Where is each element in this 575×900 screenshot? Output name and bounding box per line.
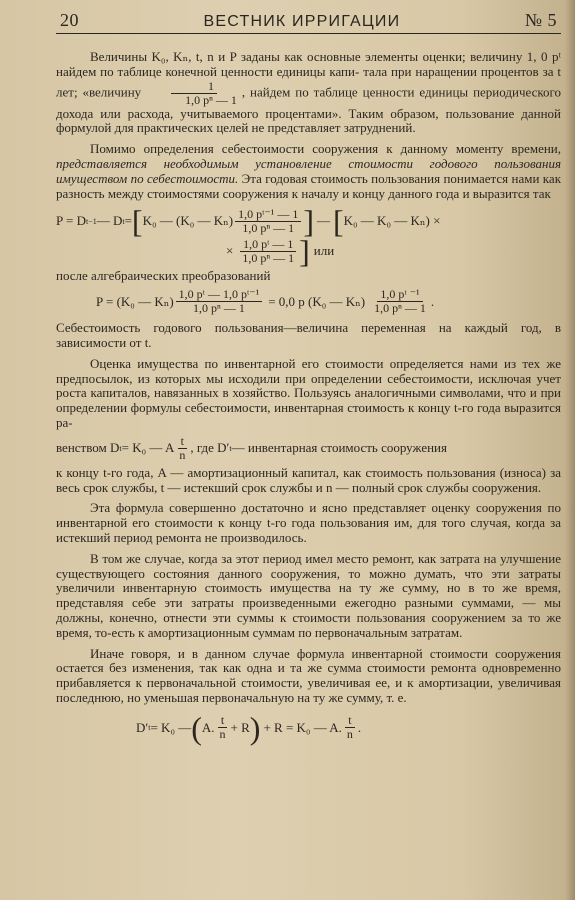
page-number: 20 (60, 10, 79, 30)
paragraph-5: Оценка имущества по инвентарной его стоимости определяется нами из тех же предпосылок, из которых мы исходили при определении себестоимости, исключая учет роста капиталов, навязанных в хозяйство. Пользуясь аналогичными символами, что и при определении формулы себестоимости, инвентарная стоимость к концу t-го года выразится ра- (56, 355, 561, 430)
paragraph-5-cont: к концу t-го года, A — амортизационный капитал, как стоимость пользования (износа) за весь срок службы, t — истекший срок службы и n — полный срок службы сооружения. (56, 464, 561, 495)
paragraph-3: после алгебраических преобразований (56, 268, 271, 284)
equation-inline: венством D t = K₀ — A t n , где D′ t — инвентарная стоимость сооружения (56, 433, 447, 462)
paragraph-6: Эта формула совершенно достаточно и ясно представляет оценку сооружения по инвентарной его стоимости к концу t-го года пользования им, для того случая, когда за истекший период ремонта не производилось. (56, 500, 561, 545)
issue-number: № 5 (524, 10, 557, 30)
equation-1-cont: × $\frac{\text{1,0 pᵗ — 1}}{\text{1,0 pⁿ — 1}}$ ] или (226, 233, 335, 270)
equation-2: P = (K₀ — Kₙ) $\frac{\text{1,0 pᵗ — 1,0 pᵗ⁻¹}}{\text{1,0 pⁿ — 1}}$ = 0,0 p (K₀ — Kₙ) 1,0 pᵗ ⁻¹ 1,0 pⁿ — 1 . (96, 287, 435, 316)
journal-title: ВЕСТНИК ИРРИГАЦИИ (203, 13, 401, 30)
header-rule (56, 33, 561, 34)
paragraph-7: В том же случае, когда за этот период имел место ремонт, как затрата на улучшение существующего состояния данного сооружения, то можно думать, что эти затраты увеличили инвентарную стоимость имущества на ту же сумму, но в то же время, представляя себе эти затраты произведенными ежегодно разными суммами, — мы должны, конечно, отнести эти суммы к стоимости пользования сооружением за то же время, то-есть к амортизационным суммам по первоначальным затратам. (56, 550, 561, 640)
equation-1: P = D t−1 — D t = [ K₀ — (K₀ — Kₙ) 1,0 pᵗ⁻¹ — 1 1,0 pⁿ — 1 ] — [ K₀ — K₀ — Kₙ) × (56, 203, 441, 240)
fraction: $\frac{1}{\text{1,0 pⁿ — 1}}$ (148, 80, 240, 107)
paragraph-8: Иначе говоря, и в данном случае формула инвентарной стоимости сооружения остается без изменения, так как одна и та же сумма стоимости ремонта одновременно прибавляется к первоначальной стоимости, увеличивая ее, и к амортизации, увеличивая последнюю, но уменьшая первоначальную на ту же сумму, т. е. (56, 645, 561, 705)
paragraph-2: Помимо определения себестоимости сооружения к данному моменту времени, представляется необходимым установление стоимости годового пользования имуществом по себестоимости. Эта годовая стоимость пользования понимается нами как разность между стоимостями сооружения к началу и концу данного года и выразится так (56, 141, 562, 201)
page-header (56, 10, 561, 33)
paragraph-1: Величины K₀, Kₙ, t, n и P заданы как основные элементы оценки; величину 1, 0 pᵗ найдем по таблице конечной ценности единицы капи- тала при наращении процентов за t лет; «величину $\frac{1}{\text{1,0 pⁿ — 1}}$ , найдем по таблице ценности единицы периодического дохода или расхода, учитываемого процентами». Таким образом, пользование данной формулой для практических целей не представляет затруднений. (56, 49, 562, 136)
equation-3: D′ t = K₀ — ( A. t n + R ) + R = K₀ — A. t n . (136, 709, 362, 746)
paragraph-4: Себестоимость годового пользования—величина переменная на каждый год, в зависимости от t. (56, 320, 561, 350)
